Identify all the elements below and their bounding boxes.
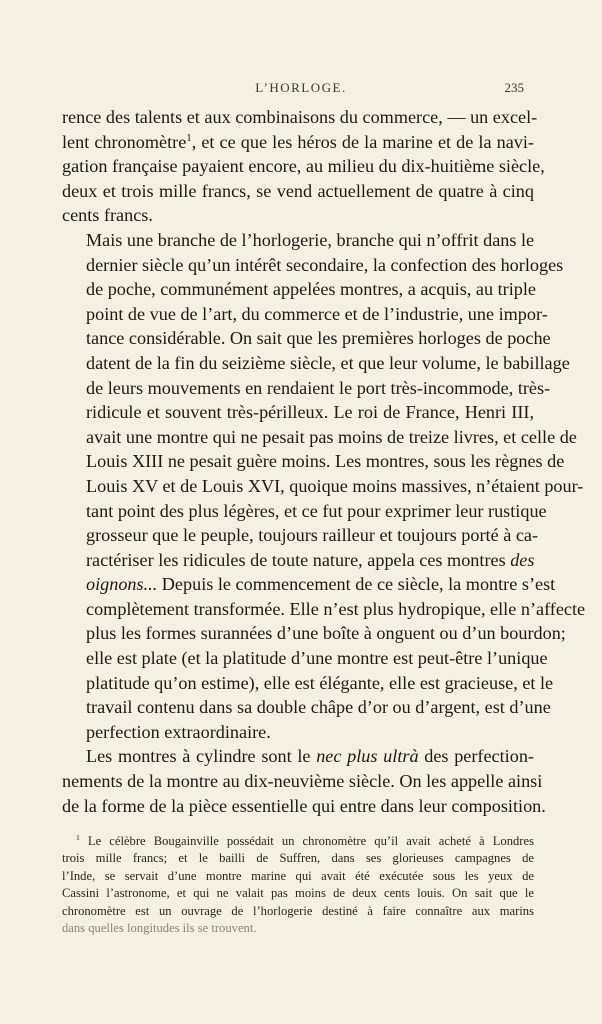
text-line: elle est plate (et la platitude d’une montre est peut-être l’unique (86, 648, 548, 669)
text-line: plus les formes surannées d’une boîte à onguent ou d’un bourdon; (86, 623, 566, 644)
footnote (62, 833, 534, 937)
paragraph-2 (62, 228, 586, 744)
text-line: cents francs. (62, 205, 153, 226)
text-line: de leurs mouvements en rendaient le port très-incommode, très- (86, 377, 551, 398)
footnote-line: chronomètre est un ouvrage de l’horlogerie destiné à faire connaître aux marins (62, 903, 534, 918)
text-line: Mais une branche de l’horlogerie, branche qui n’offrit dans le (86, 229, 535, 250)
text-line: perfection extraordinaire. (86, 721, 271, 742)
text-line (62, 572, 556, 597)
text-line: Louis XIII ne pesait guère moins. Les montres, sous les règnes de (86, 451, 565, 472)
text-line: grosseur que le peuple, toujours railleur et toujours porté à ca- (86, 525, 539, 546)
text-line: Louis XV et de Louis XVI, quoique moins massives, n’étaient pour- (86, 475, 584, 496)
text-line: rence des talents et aux combinaisons du commerce, — un excel- (62, 107, 538, 127)
text-line: datent de la fin du seizième siècle, et que leur volume, le babillage (86, 352, 570, 373)
text-line: tance considérable. On sait que les premières horloges de poche (86, 328, 551, 349)
footnote-line (62, 833, 534, 850)
footnote-marker: 1 (76, 832, 80, 842)
text-line: ridicule et souvent très-périlleux. Le roi de France, Henri III, (86, 402, 534, 423)
text-fragment: Le célèbre Bougainville possédait un chronomètre qu’il avait acheté à Londres (79, 834, 534, 848)
text-fragment: lent chronomètre (62, 131, 187, 152)
text-line: tant point des plus légères, et ce fut pour exprimer leur rustique (86, 500, 547, 521)
page-number: 235 (504, 80, 524, 95)
body-text (62, 105, 586, 818)
text-line (62, 548, 534, 573)
text-fragment: , et ce que les héros de la marine et de la navi- (191, 131, 534, 152)
text-line: dernier siècle qu’un intérêt secondaire, la confection des horloges (86, 254, 564, 275)
italic-text: nec plus ultrà (316, 746, 419, 767)
text-line: nements de la montre au dix-neuvième siècle. On les appelle ainsi (62, 771, 543, 792)
text-fragment: des perfection- (418, 746, 534, 767)
text-fragment: Les montres à cylindre sont le (86, 746, 317, 767)
footnote-reference[interactable]: 1 (186, 131, 192, 144)
text-line (62, 744, 534, 769)
running-head (0, 80, 602, 100)
italic-text: oignons... (86, 574, 158, 595)
text-line: travail contenu dans sa double châpe d’or ou d’argent, est d’une (86, 697, 551, 718)
text-line: de la forme de la pièce essentielle qui entre dans leur composition. (62, 795, 546, 816)
running-title: L’HORLOGE. (255, 80, 347, 95)
paragraph-3 (62, 744, 546, 818)
text-line: gation française payaient encore, au milieu du dix-huitième siècle, (62, 156, 545, 177)
footnote-line: trois mille francs; et le bailli de Suffren, dans ses glorieuses campagnes de (62, 851, 534, 866)
italic-text: des (510, 549, 535, 570)
paragraph-1 (62, 105, 545, 228)
text-line: avait une montre qui ne pesait pas moins de treize livres, et celle de (86, 426, 577, 447)
text-line: de poche, communément appelées montres, a acquis, au triple (86, 279, 536, 300)
text-fragment: ractériser les ridicules de toute nature, appela ces montres (86, 549, 511, 570)
footnote-line: Cassini l’astronome, et qui ne valait pas moins de deux cents louis. On sait que le (62, 886, 534, 901)
text-line (62, 130, 534, 155)
text-line: point de vue de l’art, du commerce et de l’industrie, une impor- (86, 303, 548, 324)
text-fragment: Depuis le commencement de ce siècle, la montre s’est (157, 574, 556, 595)
footnote-line: dans quelles longitudes ils se trouvent. (62, 921, 257, 936)
footnote-line: l’Inde, se servait d’une montre marine qui avait été exécutée sous les yeux de (62, 868, 534, 883)
text-line: deux et trois mille francs, se vend actuellement de quatre à cinq (62, 180, 534, 201)
text-line: complètement transformée. Elle n’est plus hydropique, elle n’affecte (86, 598, 586, 619)
text-line: platitude qu’on estime), elle est élégante, elle est gracieuse, et le (86, 672, 554, 693)
